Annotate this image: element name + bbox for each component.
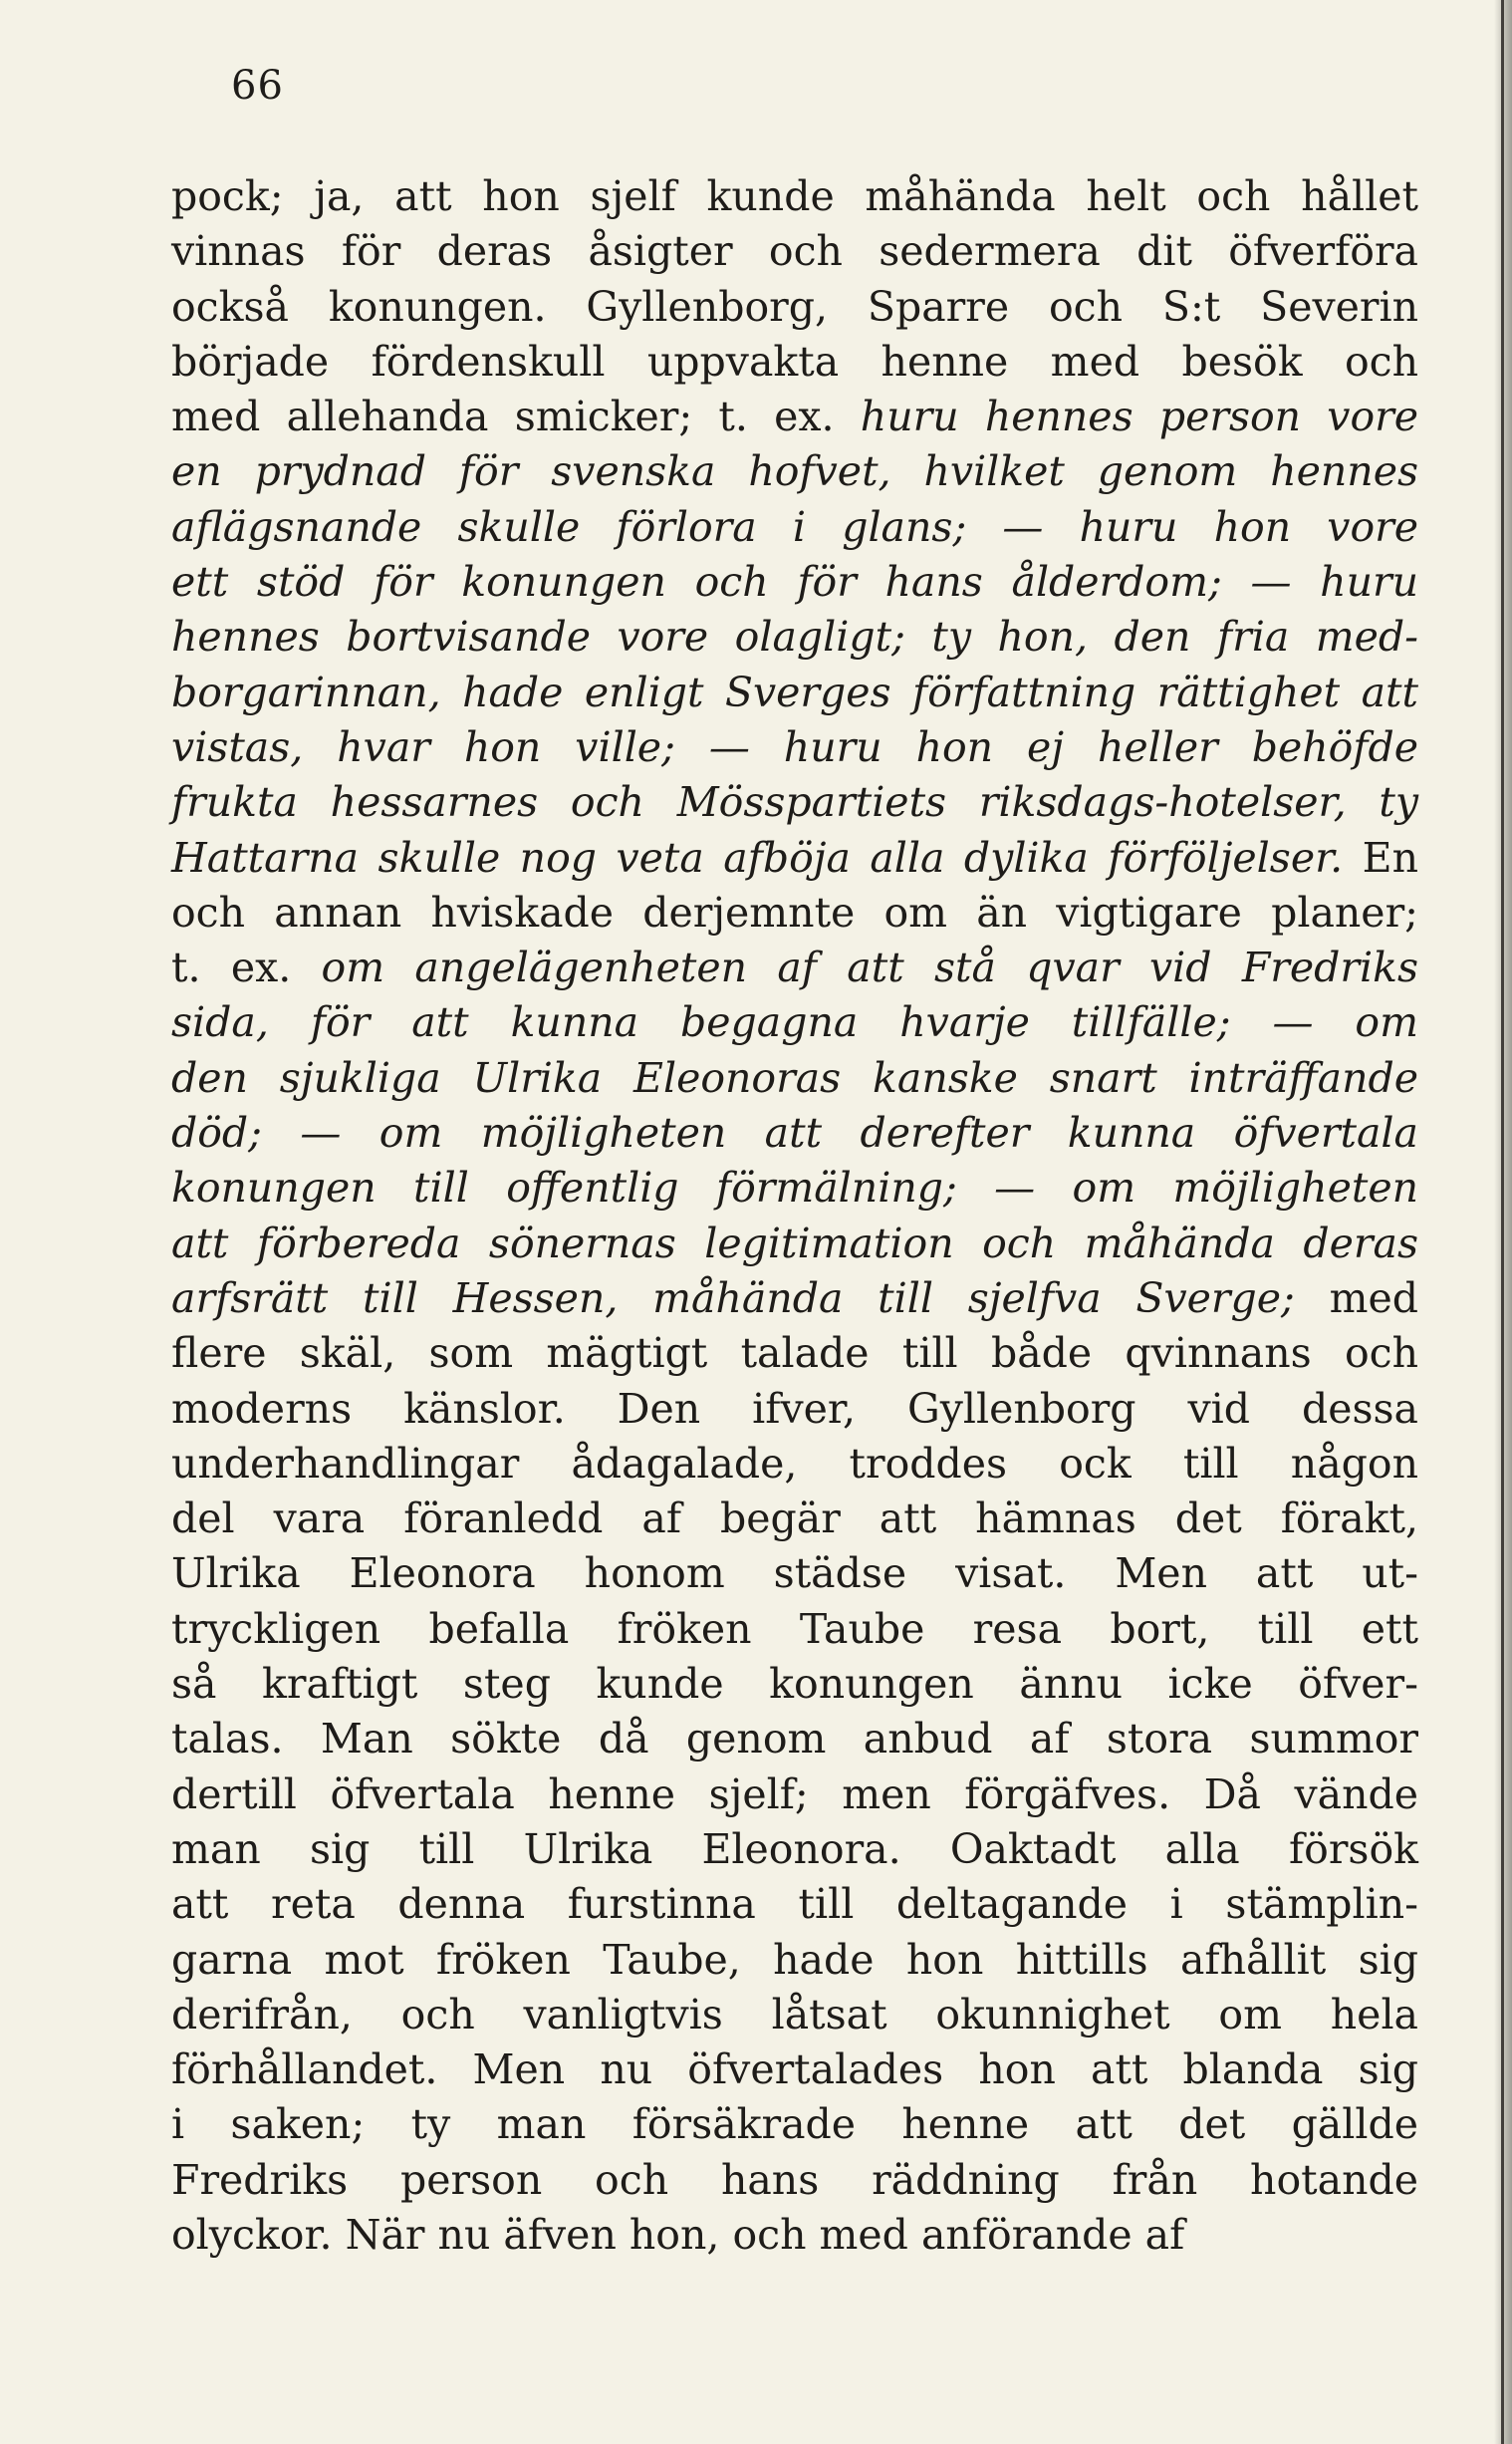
text-line [171,1988,1418,2042]
italic-text-segment: hennes bortvisande vore olagligt; ty hon, den fria med- [171,613,1418,662]
text-segment: så kraftigt steg kunde konungen ännu icke öfver- [171,1660,1418,1709]
text-line [171,831,1418,886]
text-segment: t. ex. [171,944,322,992]
text-line [171,1271,1418,1326]
text-segment: och annan hviskade derjemnte om än vigtigare planer; [171,888,1418,937]
text-segment: En [1343,833,1418,882]
text-line [171,941,1418,995]
italic-text-segment: om angelägenheten af att stå qvar vid Fredriks [321,944,1418,992]
italic-text-segment: aflägsnande skulle förlora i glans; — huru hon vore [171,502,1418,551]
text-line [171,1877,1418,1932]
italic-text-segment: vistas, hvar hon ville; — huru hon ej heller behöfde [171,722,1418,771]
text-line [171,2042,1418,2097]
italic-text-segment: frukta hessarnes och Mösspartiets riksdags-hotelser, ty [171,778,1418,827]
text-segment: med [1294,1273,1419,1322]
text-line [171,995,1418,1050]
text-line [171,1106,1418,1161]
text-line [171,886,1418,941]
text-line [171,280,1418,335]
text-segment: man sig till Ulrika Eleonora. Oaktadt alla försök [171,1824,1418,1873]
text-segment: flere skäl, som mägtigt talade till både qvinnans och [171,1329,1418,1378]
text-segment: med allehanda smicker; t. ex. [171,393,861,441]
text-line [171,169,1418,224]
text-line [171,1492,1418,1546]
text-line [171,2097,1418,2152]
page-edge-line [1501,0,1504,2444]
text-segment: Ulrika Eleonora honom städse visat. Men att ut- [171,1549,1418,1598]
text-line [171,390,1418,444]
text-line [171,1161,1418,1216]
text-line [171,224,1418,279]
text-line [171,335,1418,390]
text-line [171,444,1418,499]
text-line [171,1767,1418,1822]
text-line [171,1657,1418,1712]
text-line [171,666,1418,720]
text-segment: underhandlingar ådagalade, troddes ock till någon [171,1439,1418,1488]
italic-text-segment: en prydnad för svenska hofvet, hvilket genom hennes [171,447,1418,496]
page-number: 66 [231,63,284,109]
italic-text-segment: ett stöd för konungen och för hans ålderdom; — huru [171,558,1418,607]
text-line [171,1602,1418,1657]
text-segment: Fredriks person och hans räddning från hotande [171,2155,1418,2204]
text-line [171,1712,1418,1766]
italic-text-segment: den sjukliga Ulrika Eleonoras kanske snart inträffande [171,1053,1418,1102]
italic-text-segment: död; — om möjligheten att derefter kunna öfvertala [171,1109,1418,1158]
text-segment: del vara föranledd af begär att hämnas det förakt, [171,1494,1418,1543]
text-segment: förhållandet. Men nu öfvertalades hon att blanda sig [171,2045,1418,2094]
text-segment: derifrån, och vanligtvis låtsat okunnighet om hela [171,1990,1418,2038]
text-segment: olyckor. När nu äfven hon, och med anförande af [171,2210,1185,2259]
text-segment: vinnas för deras åsigter och sedermera dit öfverföra [171,227,1418,276]
text-line [171,2208,1418,2263]
text-line [171,1437,1418,1492]
italic-text-segment: huru hennes person vore [860,393,1418,441]
text-segment: att reta denna furstinna till deltagande i stämplin- [171,1880,1418,1929]
text-segment: talas. Man sökte då genom anbud af stora summor [171,1715,1418,1764]
italic-text-segment: Hattarna skulle nog veta afböja alla dylika förföljelser. [171,833,1344,882]
text-segment: moderns känslor. Den ifver, Gyllenborg vid dessa [171,1384,1418,1433]
text-segment: i saken; ty man försäkrade henne att det gällde [171,2100,1418,2149]
italic-text-segment: konungen till offentlig förmälning; — om möjligheten [171,1164,1418,1213]
text-segment: började fördenskull uppvakta henne med besök och [171,337,1418,386]
text-line [171,1382,1418,1437]
text-line [171,555,1418,610]
text-line [171,1051,1418,1106]
text-line [171,1546,1418,1601]
text-line [171,1217,1418,1271]
italic-text-segment: arfsrätt till Hessen, måhända till sjelfva Sverge; [171,1273,1295,1322]
text-segment: garna mot fröken Taube, hade hon hittills afhållit sig [171,1935,1418,1984]
text-segment: tryckligen befalla fröken Taube resa bort, till ett [171,1604,1418,1653]
italic-text-segment: borgarinnan, hade enligt Sverges författning rättighet att [171,668,1418,716]
italic-text-segment: sida, för att kunna begagna hvarje tillfälle; — om [171,998,1418,1047]
text-segment: pock; ja, att hon sjelf kunde måhända helt och hållet [171,172,1418,220]
text-line [171,775,1418,830]
text-line [171,610,1418,665]
text-segment: dertill öfvertala henne sjelf; men förgäfves. Då vände [171,1769,1418,1818]
text-line [171,2153,1418,2208]
italic-text-segment: att förbereda sönernas legitimation och måhända deras [171,1219,1418,1267]
text-line [171,1933,1418,1988]
text-line [171,1822,1418,1877]
text-line [171,720,1418,775]
body-text [171,169,1418,2263]
text-segment: också konungen. Gyllenborg, Sparre och S:t Severin [171,282,1418,331]
text-line [171,500,1418,555]
text-line [171,1326,1418,1381]
